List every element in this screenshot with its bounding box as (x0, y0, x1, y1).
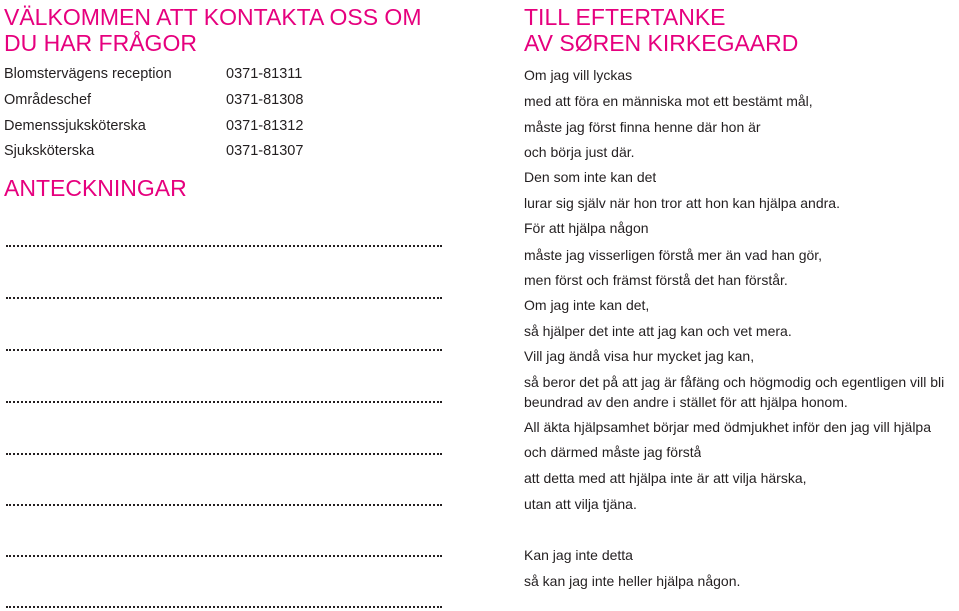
note-line (6, 453, 442, 455)
contact-heading-line-2: DU HAR FRÅGOR (4, 30, 197, 56)
note-line (6, 606, 442, 608)
note-line (6, 401, 442, 403)
contact-phone: 0371-81308 (226, 92, 304, 108)
poem-line: och därmed måste jag förstå (524, 444, 702, 460)
poem-heading (524, 4, 798, 56)
poem-heading-line-2: AV SØREN KIRKEGAARD (524, 30, 799, 56)
poem-line: så beror det på att jag är fåfäng och högmodig och egentligen vill bli (524, 374, 945, 390)
poem-line: lurar sig själv när hon tror att hon kan hjälpa andra. (524, 195, 840, 211)
poem-line: så kan jag inte heller hjälpa någon. (524, 573, 741, 589)
poem-line: att detta med att hjälpa inte är att vilja härska, (524, 470, 807, 486)
poem-line: måste jag visserligen förstå mer än vad han gör, (524, 247, 823, 263)
poem-line: All äkta hjälpsamhet börjar med ödmjukhet inför den jag vill hjälpa (524, 419, 931, 435)
note-line (6, 297, 442, 299)
contact-phone: 0371-81312 (226, 118, 304, 134)
note-line (6, 245, 442, 247)
poem-line: måste jag först finna henne där hon är (524, 119, 761, 135)
note-line (6, 555, 442, 557)
poem-line: men först och främst förstå det han förstår. (524, 272, 788, 288)
contact-name: Sjuksköterska (4, 143, 95, 159)
contact-name: Blomstervägens reception (4, 66, 172, 82)
poem-line: Om jag inte kan det, (524, 297, 650, 313)
contact-name: Områdeschef (4, 92, 92, 108)
contact-name: Demenssjuksköterska (4, 118, 146, 134)
note-line (6, 504, 442, 506)
poem-line: Den som inte kan det (524, 169, 657, 185)
notes-heading: ANTECKNINGAR (4, 175, 187, 201)
poem-line: så hjälper det inte att jag kan och vet mera. (524, 323, 792, 339)
poem-line: och börja just där. (524, 144, 635, 160)
poem-line: utan att vilja tjäna. (524, 496, 637, 512)
poem-line: För att hjälpa någon (524, 220, 649, 236)
contact-phone: 0371-81311 (226, 66, 303, 82)
poem-line: Kan jag inte detta (524, 547, 633, 563)
contact-phone: 0371-81307 (226, 143, 304, 159)
poem-line: Vill jag ändå visa hur mycket jag kan, (524, 348, 755, 364)
contact-heading-line-1: VÄLKOMMEN ATT KONTAKTA OSS OM (4, 4, 422, 30)
poem-line: beundrad av den andre i stället för att hjälpa honom. (524, 394, 848, 410)
poem-line: med att föra en människa mot ett bestämt mål, (524, 93, 813, 109)
contact-heading (4, 4, 421, 56)
note-line (6, 349, 442, 351)
poem-heading-line-1: TILL EFTERTANKE (524, 4, 726, 30)
poem-line: Om jag vill lyckas (524, 67, 633, 83)
